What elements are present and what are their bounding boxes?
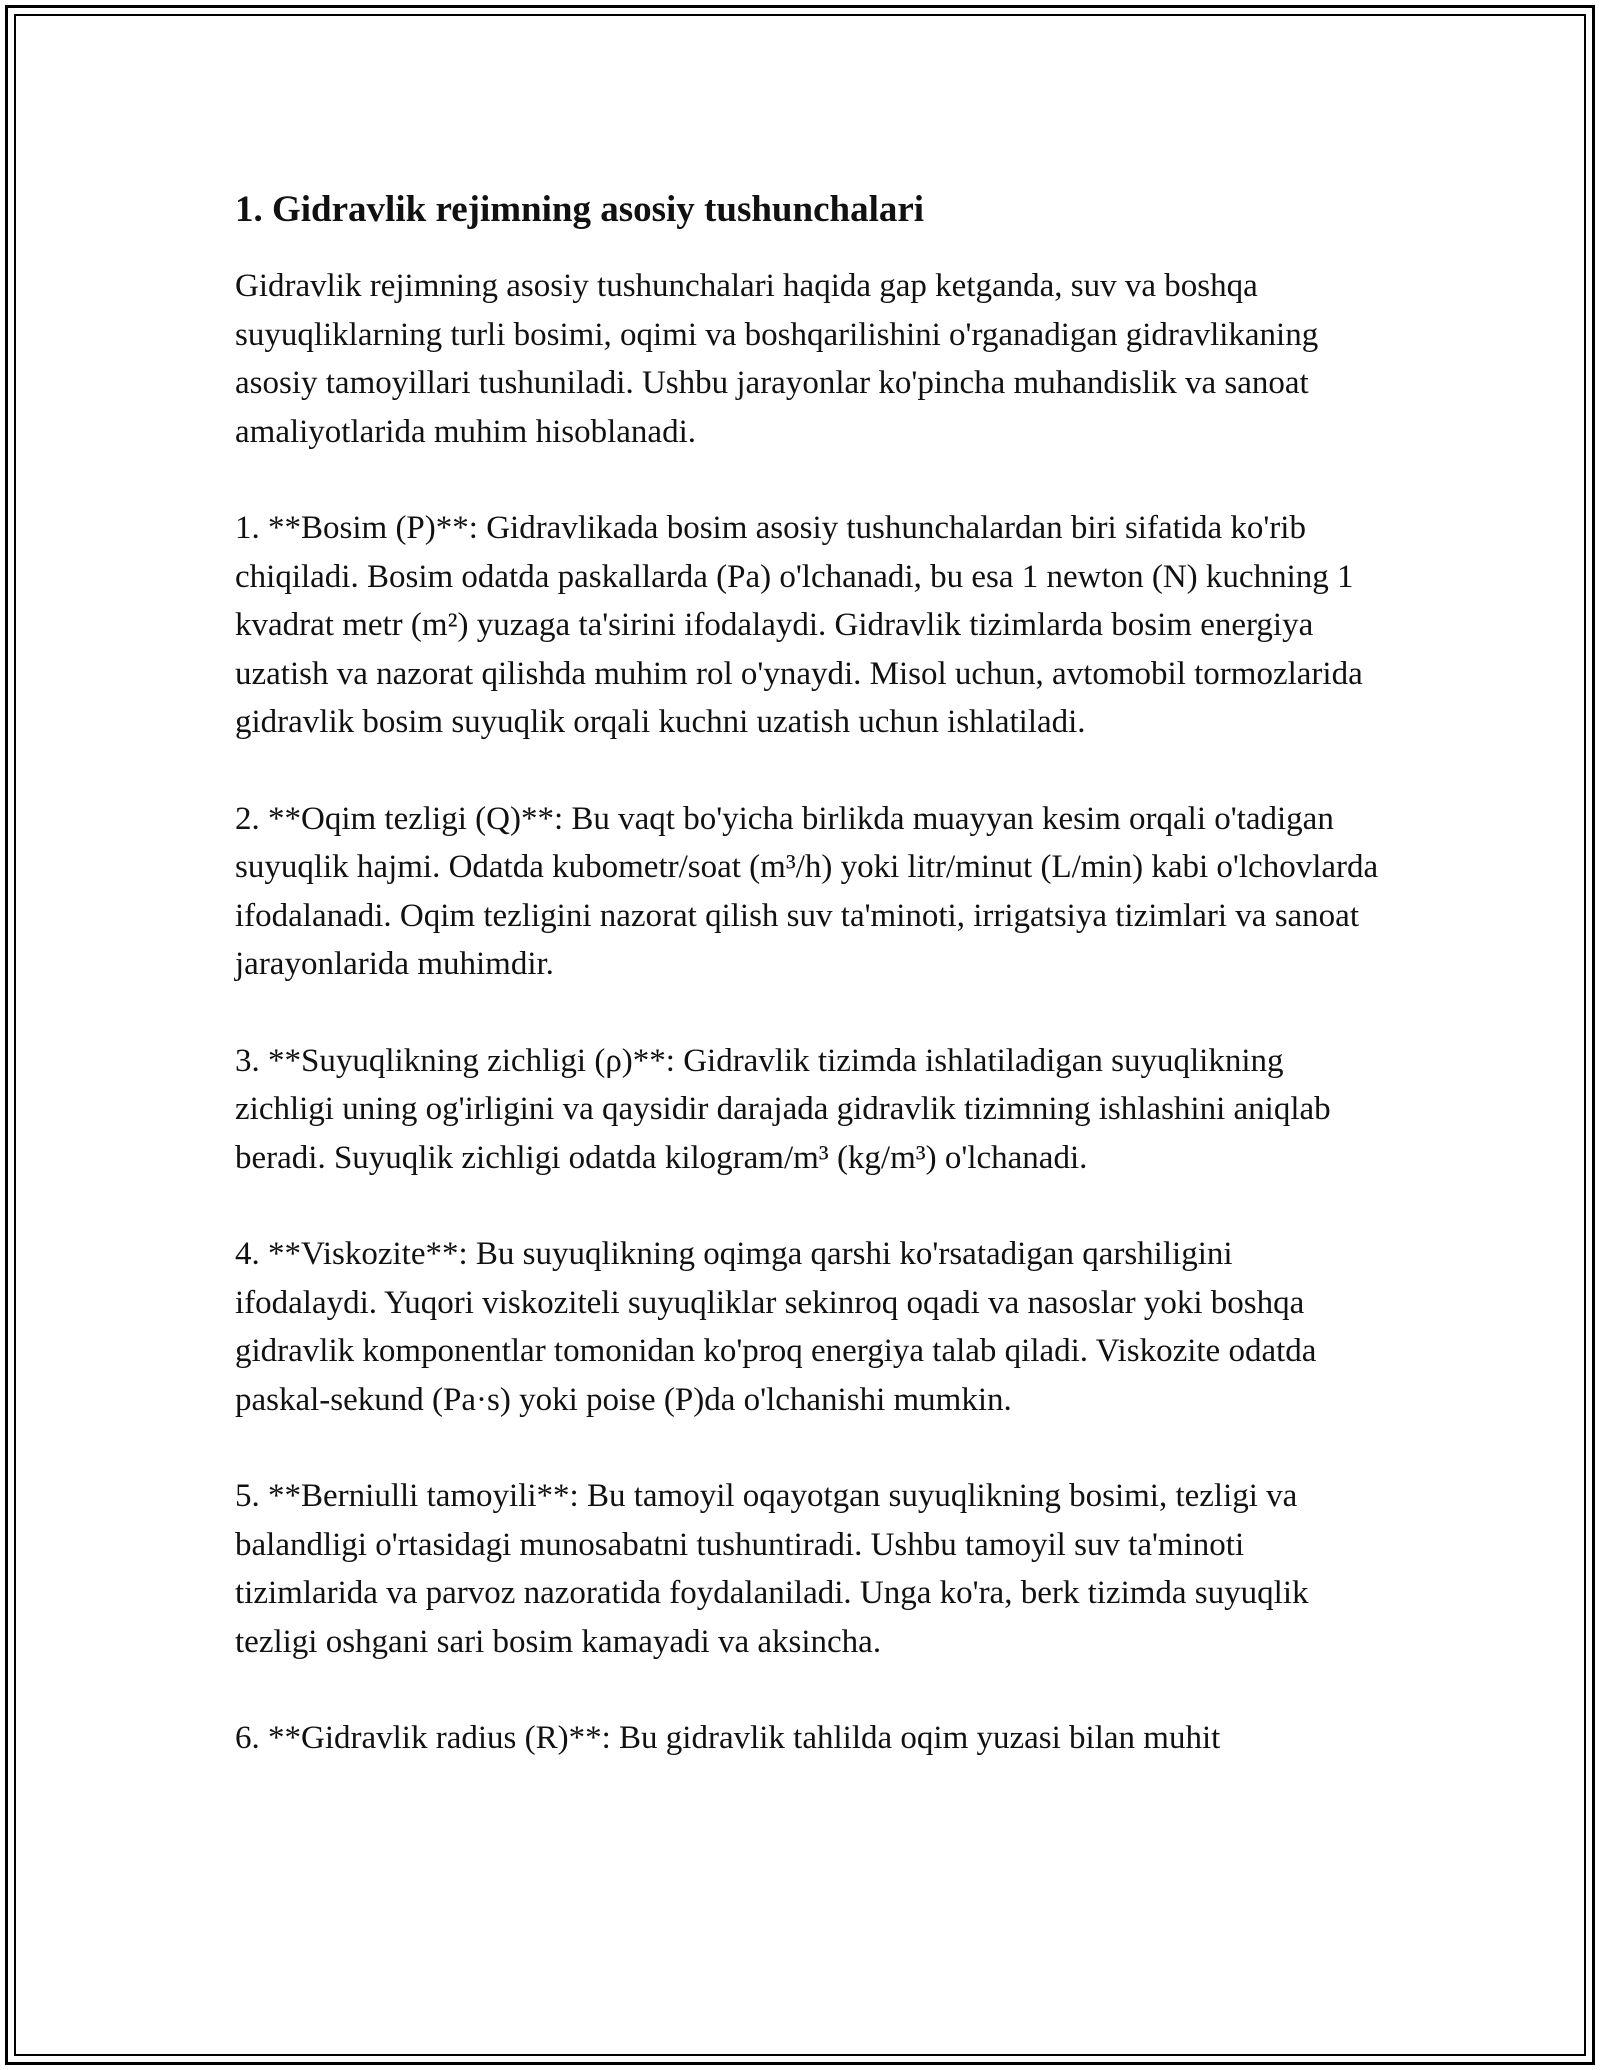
document-body <box>235 186 1380 1763</box>
paragraph-viskozite: 4. **Viskozite**: Bu suyuqlikning oqimga qarshi ko'rsatadigan qarshiligini ifodalaydi. Yuqori viskoziteli suyuqliklar sekinroq oqadi va nasoslar yoki boshqa gidravlik komponentlar tomonidan ko'proq energiya talab qiladi. Viskozite odatda paskal-sekund (Pa·s) yoki poise (P)da o'lchanishi mumkin. <box>235 1236 1317 1418</box>
intro-paragraph: Gidravlik rejimning asosiy tushunchalari haqida gap ketganda, suv va boshqa suyuqliklarning turli bosimi, oqimi va boshqarilishini o'rganadigan gidravlikaning asosiy tamoyillari tushuniladi. Ushbu jarayonlar ko'pincha muhandislik va sanoat amaliyotlarida muhim hisoblanadi. <box>235 268 1319 450</box>
section-title: 1. Gidravlik rejimning asosiy tushunchalari <box>235 189 925 230</box>
paragraph-gidravlik-radius: 6. **Gidravlik radius (R)**: Bu gidravlik tahlilda oqim yuzasi bilan muhit <box>235 1720 1221 1756</box>
paragraph-berniulli: 5. **Berniulli tamoyili**: Bu tamoyil oqayotgan suyuqlikning bosimi, tezligi va balandligi o'rtasidagi munosabatni tushuntiradi. Ushbu tamoyil suv ta'minoti tizimlarida va parvoz nazoratida foydalaniladi. Unga ko'ra, berk tizimda suyuqlik tezligi oshgani sari bosim kamayadi va aksincha. <box>235 1478 1309 1660</box>
paragraph-zichlik: 3. **Suyuqlikning zichligi (ρ)**: Gidravlik tizimda ishlatiladigan suyuqlikning zichligi uning og'irligini va qaysidir darajada gidravlik tizimning ishlashini aniqlab beradi. Suyuqlik zichligi odatda kilogram/m³ (kg/m³) o'lchanadi. <box>235 1042 1331 1176</box>
paragraph-bosim: 1. **Bosim (P)**: Gidravlikada bosim asosiy tushunchalardan biri sifatida ko'rib chiqiladi. Bosim odatda paskallarda (Pa) o'lchanadi, bu esa 1 newton (N) kuchning 1 kvadrat metr (m²) yuzaga ta'sirini ifodalaydi. Gidravlik tizimlarda bosim energiya uzatish va nazorat qilishda muhim rol o'ynaydi. Misol uchun, avtomobil tormozlarida gidravlik bosim suyuqlik orqali kuchni uzatish uchun ishlatiladi. <box>235 510 1363 740</box>
paragraph-oqim-tezligi: 2. **Oqim tezligi (Q)**: Bu vaqt bo'yicha birlikda muayyan kesim orqali o'tadigan suyuqlik hajmi. Odatda kubometr/soat (m³/h) yoki litr/minut (L/min) kabi o'lchovlarda ifodalanadi. Oqim tezligini nazorat qilish suv ta'minoti, irrigatsiya tizimlari va sanoat jarayonlarida muhimdir. <box>235 800 1379 982</box>
